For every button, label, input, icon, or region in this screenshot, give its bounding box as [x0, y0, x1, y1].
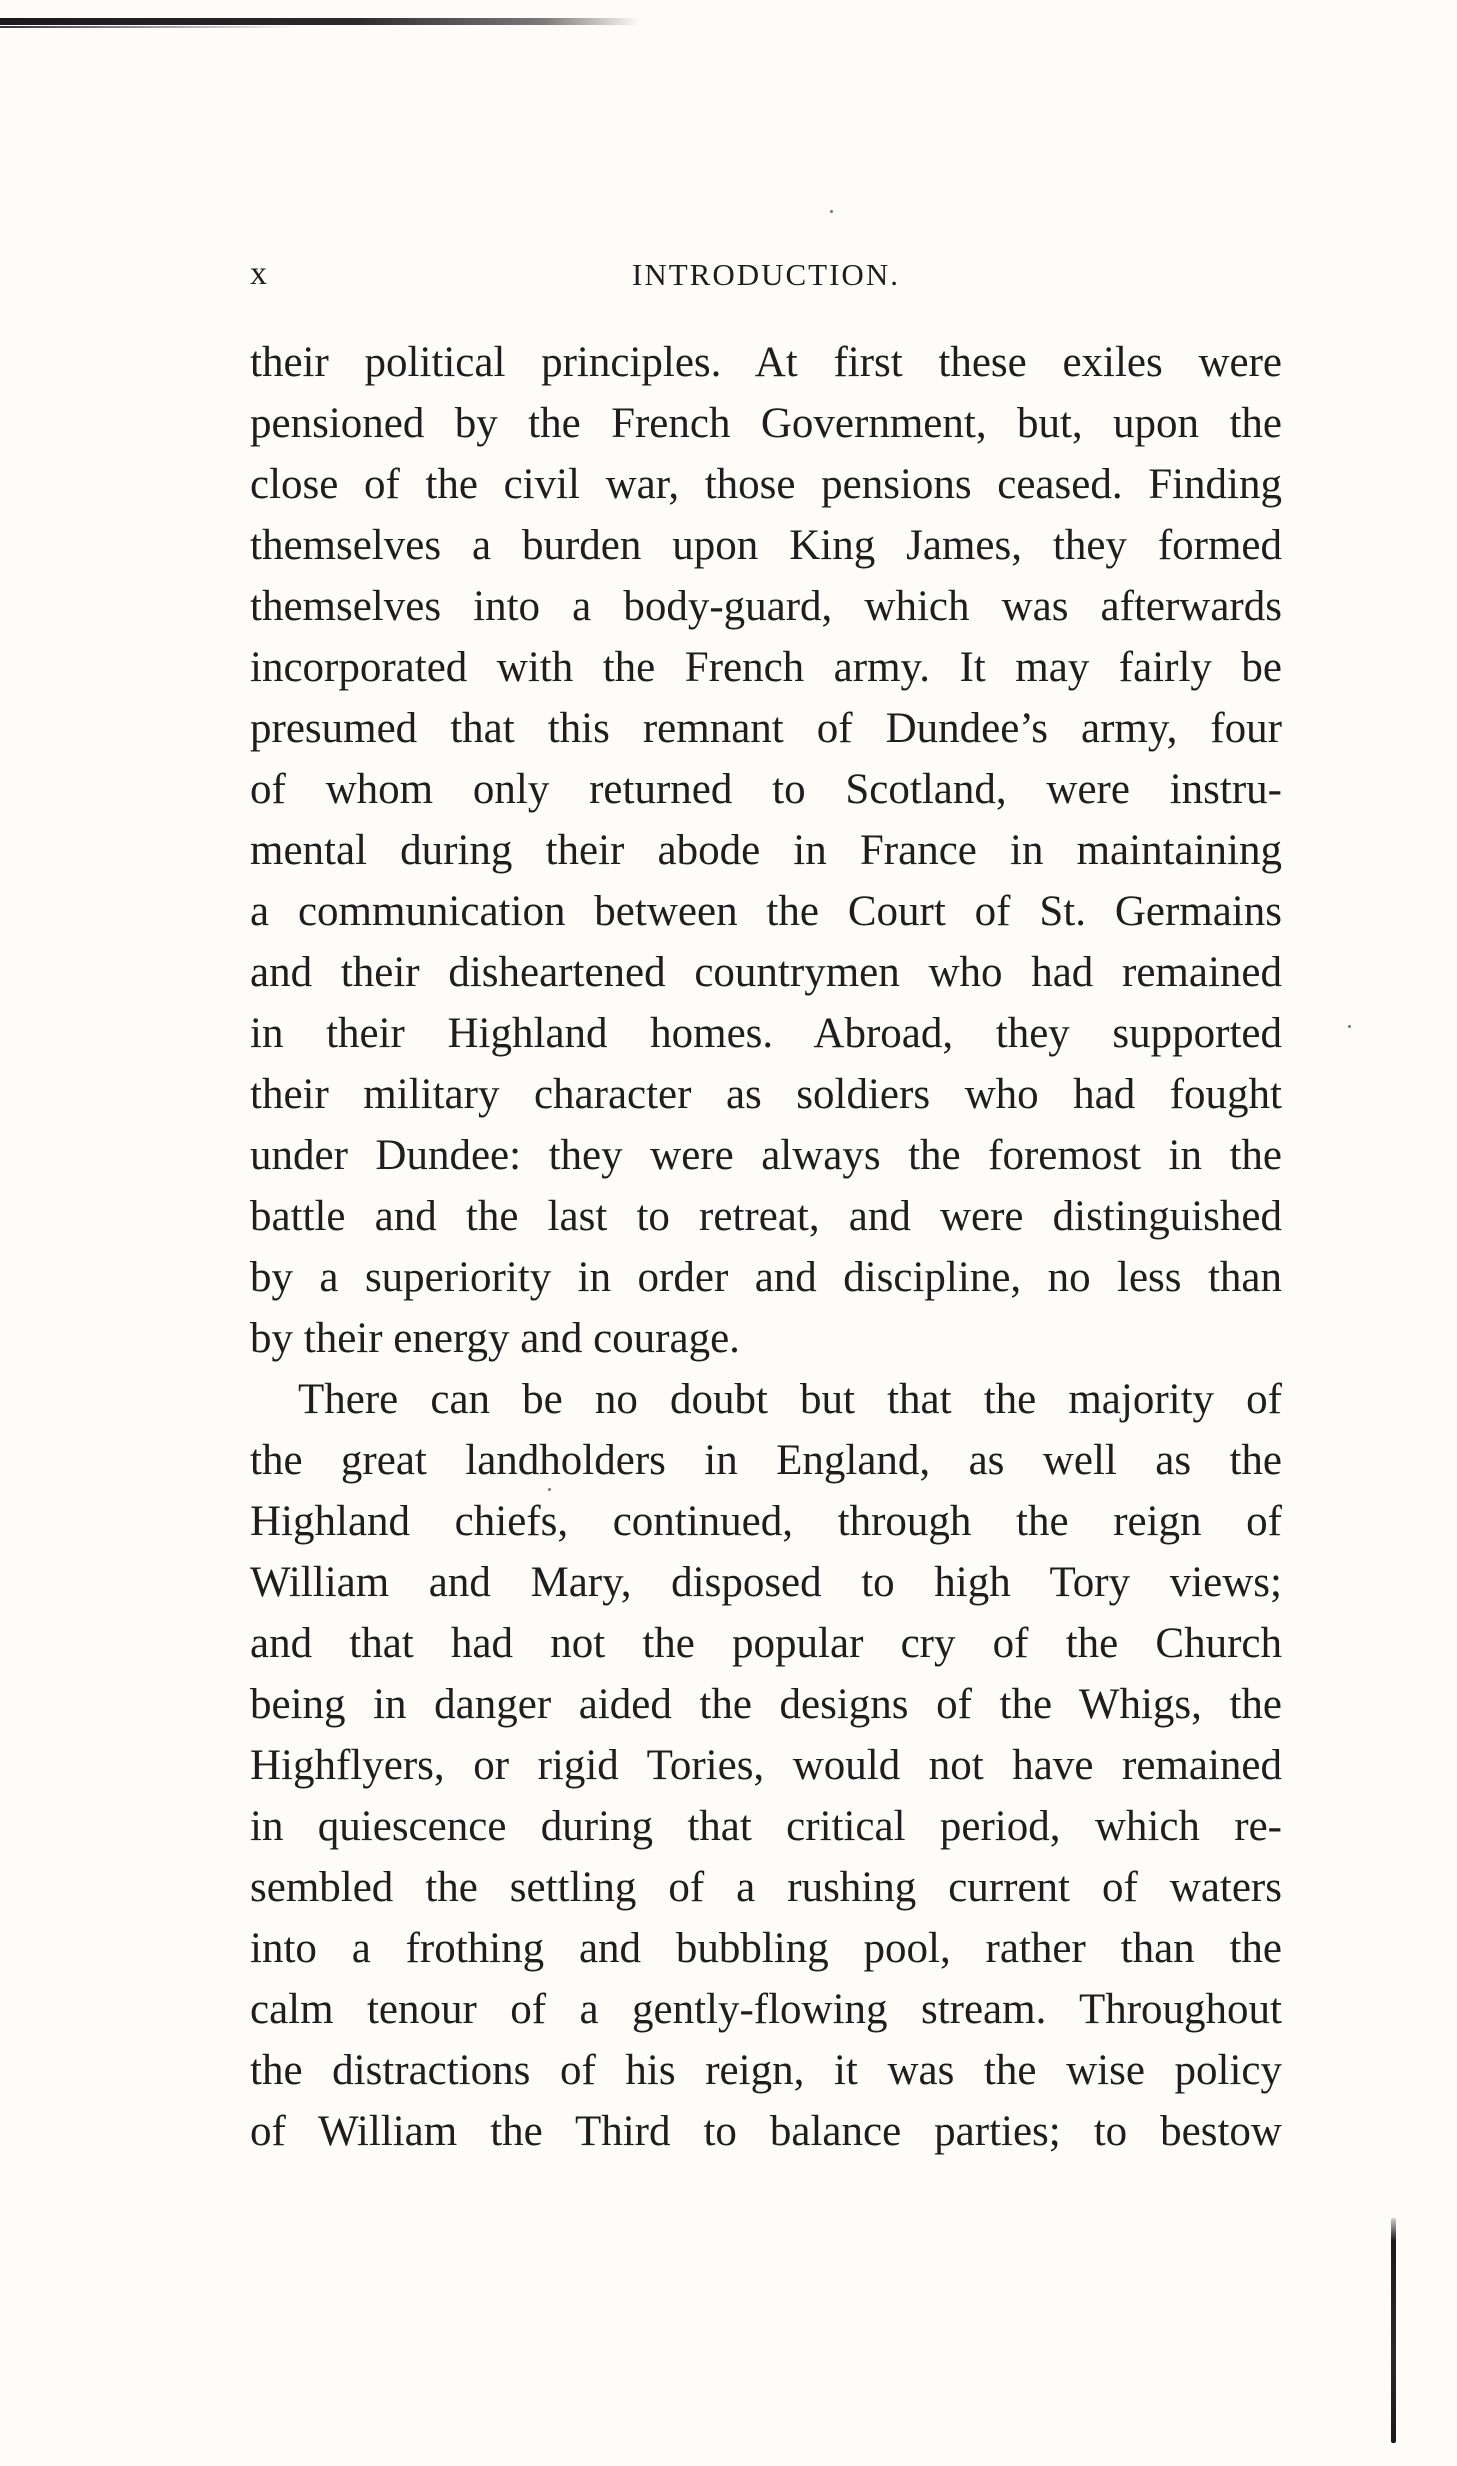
text-line: the distractions of his reign, it was the wise policy — [250, 2047, 1282, 2094]
text-line: incorporated with the French army. It may fairly be — [250, 644, 1282, 691]
running-title: INTRODUCTION. — [632, 257, 900, 292]
text-line: sembled the settling of a rushing current of waters — [250, 1864, 1282, 1911]
text-line: themselves into a body-guard, which was afterwards — [250, 583, 1282, 630]
text-line: battle and the last to retreat, and were distinguished — [250, 1193, 1282, 1240]
paper-speck — [1348, 1025, 1351, 1028]
text-line: and that had not the popular cry of the Church — [250, 1620, 1282, 1667]
text-line: and their disheartened countrymen who had remained — [250, 949, 1282, 996]
text-line: There can be no doubt but that the majority of — [298, 1376, 1282, 1423]
text-line: mental during their abode in France in maintaining — [250, 827, 1282, 874]
text-line: William and Mary, disposed to high Tory views; — [250, 1559, 1282, 1606]
text-line: in their Highland homes. Abroad, they supported — [250, 1010, 1282, 1057]
paragraph — [250, 1369, 1282, 2162]
text-line: by a superiority in order and discipline, no less than — [250, 1254, 1282, 1301]
text-line: a communication between the Court of St. Germains — [250, 888, 1282, 935]
text-line: pensioned by the French Government, but, upon the — [250, 400, 1282, 447]
body-text — [250, 332, 1282, 2162]
paper-speck — [548, 1488, 551, 1491]
text-line: by their energy and courage. — [250, 1315, 740, 1362]
text-line: calm tenour of a gently-flowing stream. Throughout — [250, 1986, 1282, 2033]
page-edge-shadow — [1387, 2188, 1401, 2448]
text-line: in quiescence during that critical period, which re- — [250, 1803, 1282, 1850]
text-line: Highland chiefs, continued, through the reign of — [250, 1498, 1282, 1545]
text-line: the great landholders in England, as well as the — [250, 1437, 1282, 1484]
text-line: their political principles. At first these exiles were — [250, 339, 1282, 386]
text-line: presumed that this remnant of Dundee’s army, four — [250, 705, 1282, 752]
paper-speck — [830, 210, 833, 213]
top-edge-rule-thin — [0, 26, 300, 28]
text-line: close of the civil war, those pensions ceased. Finding — [250, 461, 1282, 508]
text-line: themselves a burden upon King James, they formed — [250, 522, 1282, 569]
text-line: their military character as soldiers who had fought — [250, 1071, 1282, 1118]
text-line: Highflyers, or rigid Tories, would not have remained — [250, 1742, 1282, 1789]
text-line: of William the Third to balance parties; to bestow — [250, 2108, 1282, 2155]
text-line: under Dundee: they were always the foremost in the — [250, 1132, 1282, 1179]
paragraph — [250, 332, 1282, 1369]
page-number: x — [250, 255, 268, 292]
running-head — [250, 255, 1282, 305]
text-line: of whom only returned to Scotland, were instru- — [250, 766, 1282, 813]
top-edge-rule — [0, 18, 640, 25]
text-line: being in danger aided the designs of the Whigs, the — [250, 1681, 1282, 1728]
text-line: into a frothing and bubbling pool, rather than the — [250, 1925, 1282, 1972]
